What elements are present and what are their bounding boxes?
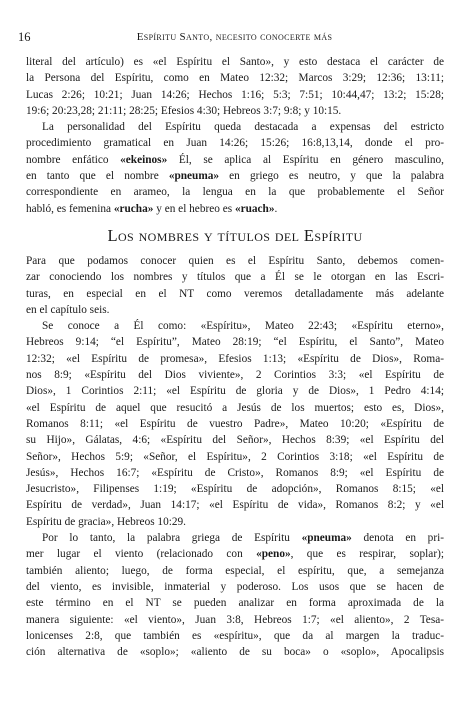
text-line: en el capítulo seis. — [26, 303, 110, 316]
paragraph-4 — [26, 318, 444, 530]
paragraph-1 — [26, 54, 444, 119]
text-line: Romanos 8:11; «el Espíritu de vuestro Padre», Mateo 10:20; «Espíritu de — [26, 417, 444, 430]
text-line: correspondiente en arameo, la lengua en la que probablemente el Señor — [26, 186, 444, 199]
text-line: «el Espíritu de aquel que resucitó a Jesús de los muertos; esto es, Dios», — [26, 401, 444, 414]
text-line: Dios», 1 Corintios 2:11; «el Espíritu de gloria y de Dios», 1 Pedro 4:14; — [26, 385, 444, 398]
text-line: literal del artículo) es «el Espíritu el Santo», y esto destaca el carácter de — [26, 56, 444, 68]
text-line: 19:6; 20:23,28; 21:11; 28:25; Efesios 4:30; Hebreos 3:7; 9:8; y 10:15. — [26, 104, 342, 117]
text-run: denota en pri- — [351, 532, 444, 545]
paragraph-2 — [26, 119, 444, 217]
page-content — [26, 54, 444, 660]
text-line: ción alternativa de «soplo»; «aliento de su boca» o «soplo», Apocalipsis — [26, 646, 444, 659]
paragraph-3 — [26, 253, 444, 318]
text-line: Se conoce a Él como: «Espíritu», Mateo 22:43; «Espíritu eterno», — [42, 320, 444, 333]
text-line: 12:32; «el Espíritu de promesa», Efesios 1:13; «Espíritu de Dios», Roma- — [26, 352, 444, 365]
text-line: su Hijo», Gálatas, 4:6; «Espíritu del Señor», Hechos 8:39; «el Espíritu del — [26, 434, 444, 447]
text-line: Jesucristo», Filipenses 1:19; «Espíritu de adopción», Romanos 8:15; «el — [26, 483, 444, 496]
text-run: en tanto que el nombre — [26, 170, 169, 183]
greek-term: «pneuma» — [168, 170, 220, 183]
text-line: también aliento; luego, de forma especial, el espíritu, que, a semejanza — [26, 564, 444, 577]
aramaic-term: «rucha» — [113, 202, 154, 215]
text-run: en griego es neutro, y que la palabra — [219, 170, 444, 183]
text-line: procedimiento gramatical en Juan 14:26; 15:26; 16:8,13,14, donde el pro- — [26, 137, 444, 150]
text-line: este término en el NT se pueden analizar en forma aproximada de la — [26, 597, 444, 610]
text-line — [26, 168, 444, 184]
text-line: del viento, es invisible, inmaterial y poderoso. Los usos que se hacen de — [26, 580, 444, 593]
text-line — [26, 201, 444, 217]
text-run: Él, se aplica al Espíritu en género masculino, — [167, 153, 444, 166]
text-run: , que es respirar, soplar); — [290, 548, 444, 561]
hebrew-term: «ruach» — [234, 202, 275, 215]
text-run: y en el hebreo es — [153, 202, 235, 215]
section-heading: Los nombres y títulos del Espíritu — [107, 225, 363, 245]
text-line: La personalidad del Espíritu queda destacada a expensas del estricto — [42, 121, 444, 134]
text-run: Por lo tanto, la palabra griega de Espíritu — [42, 532, 302, 545]
text-run: . — [274, 202, 278, 215]
text-line: Lucas 2:26; 10:21; Juan 14:26; Hechos 1:16; 5:3; 7:51; 10:44,47; 13:2; 15:28; — [26, 88, 444, 101]
text-line: turas, en especial en el NT como veremos detalladamente más adelante — [26, 287, 444, 300]
text-line: Espíritu de verdad», Juan 14:17; «el Espíritu de vida», Romanos 8:2; y «el — [26, 499, 444, 512]
text-line: manera siguiente: «el viento», Juan 3:8, Hebreos 1:7; «el aliento», 2 Tesa- — [26, 613, 444, 626]
greek-term: «ekeinos» — [120, 153, 168, 166]
text-line — [26, 152, 444, 168]
greek-term: «pneuma» — [301, 532, 352, 545]
text-line: lonicenses 2:8, que también es «espíritu», que da al margen la traduc- — [26, 629, 444, 642]
text-line — [26, 546, 444, 562]
greek-term: «peno» — [256, 548, 291, 561]
text-line: Hebreos 9:14; “el Espíritu”, Mateo 28:19; “el Espíritu, el Santo”, Mateo — [26, 336, 444, 349]
text-line — [26, 530, 444, 546]
text-line: Espíritu de gracia», Hebreos 10:29. — [26, 515, 186, 528]
page-header — [18, 30, 451, 46]
text-run: nombre enfático — [26, 153, 121, 166]
text-line: Jesús», Hechos 16:7; «Espíritu de Cristo», Romanos 8:9; «el Espíritu de — [26, 466, 444, 479]
text-line: nos 8:9; «Espíritu del Dios viviente», 2 Corintios 3:3; «el Espíritu de — [26, 369, 444, 382]
text-line: Para que podamos conocer quien es el Espíritu Santo, debemos comen- — [26, 254, 444, 267]
page-number: 16 — [18, 30, 31, 44]
paragraph-5 — [26, 530, 444, 660]
text-line: Señor», Hechos 5:9; «Señor, el Espíritu», 2 Corintios 3:18; «el Espíritu de — [26, 450, 444, 463]
text-line: zar conociendo los nombres y títulos que a Él se le otorgan en las Escri- — [26, 271, 444, 284]
text-run: mer lugar el viento (relacionado con — [26, 548, 257, 561]
running-title: Espíritu Santo, necesito conocerte más — [136, 31, 333, 43]
text-run: habló, es femenina — [26, 202, 114, 215]
text-line: la Persona del Espíritu, como en Mateo 12:32; Marcos 3:29; 12:36; 13:11; — [26, 72, 444, 85]
